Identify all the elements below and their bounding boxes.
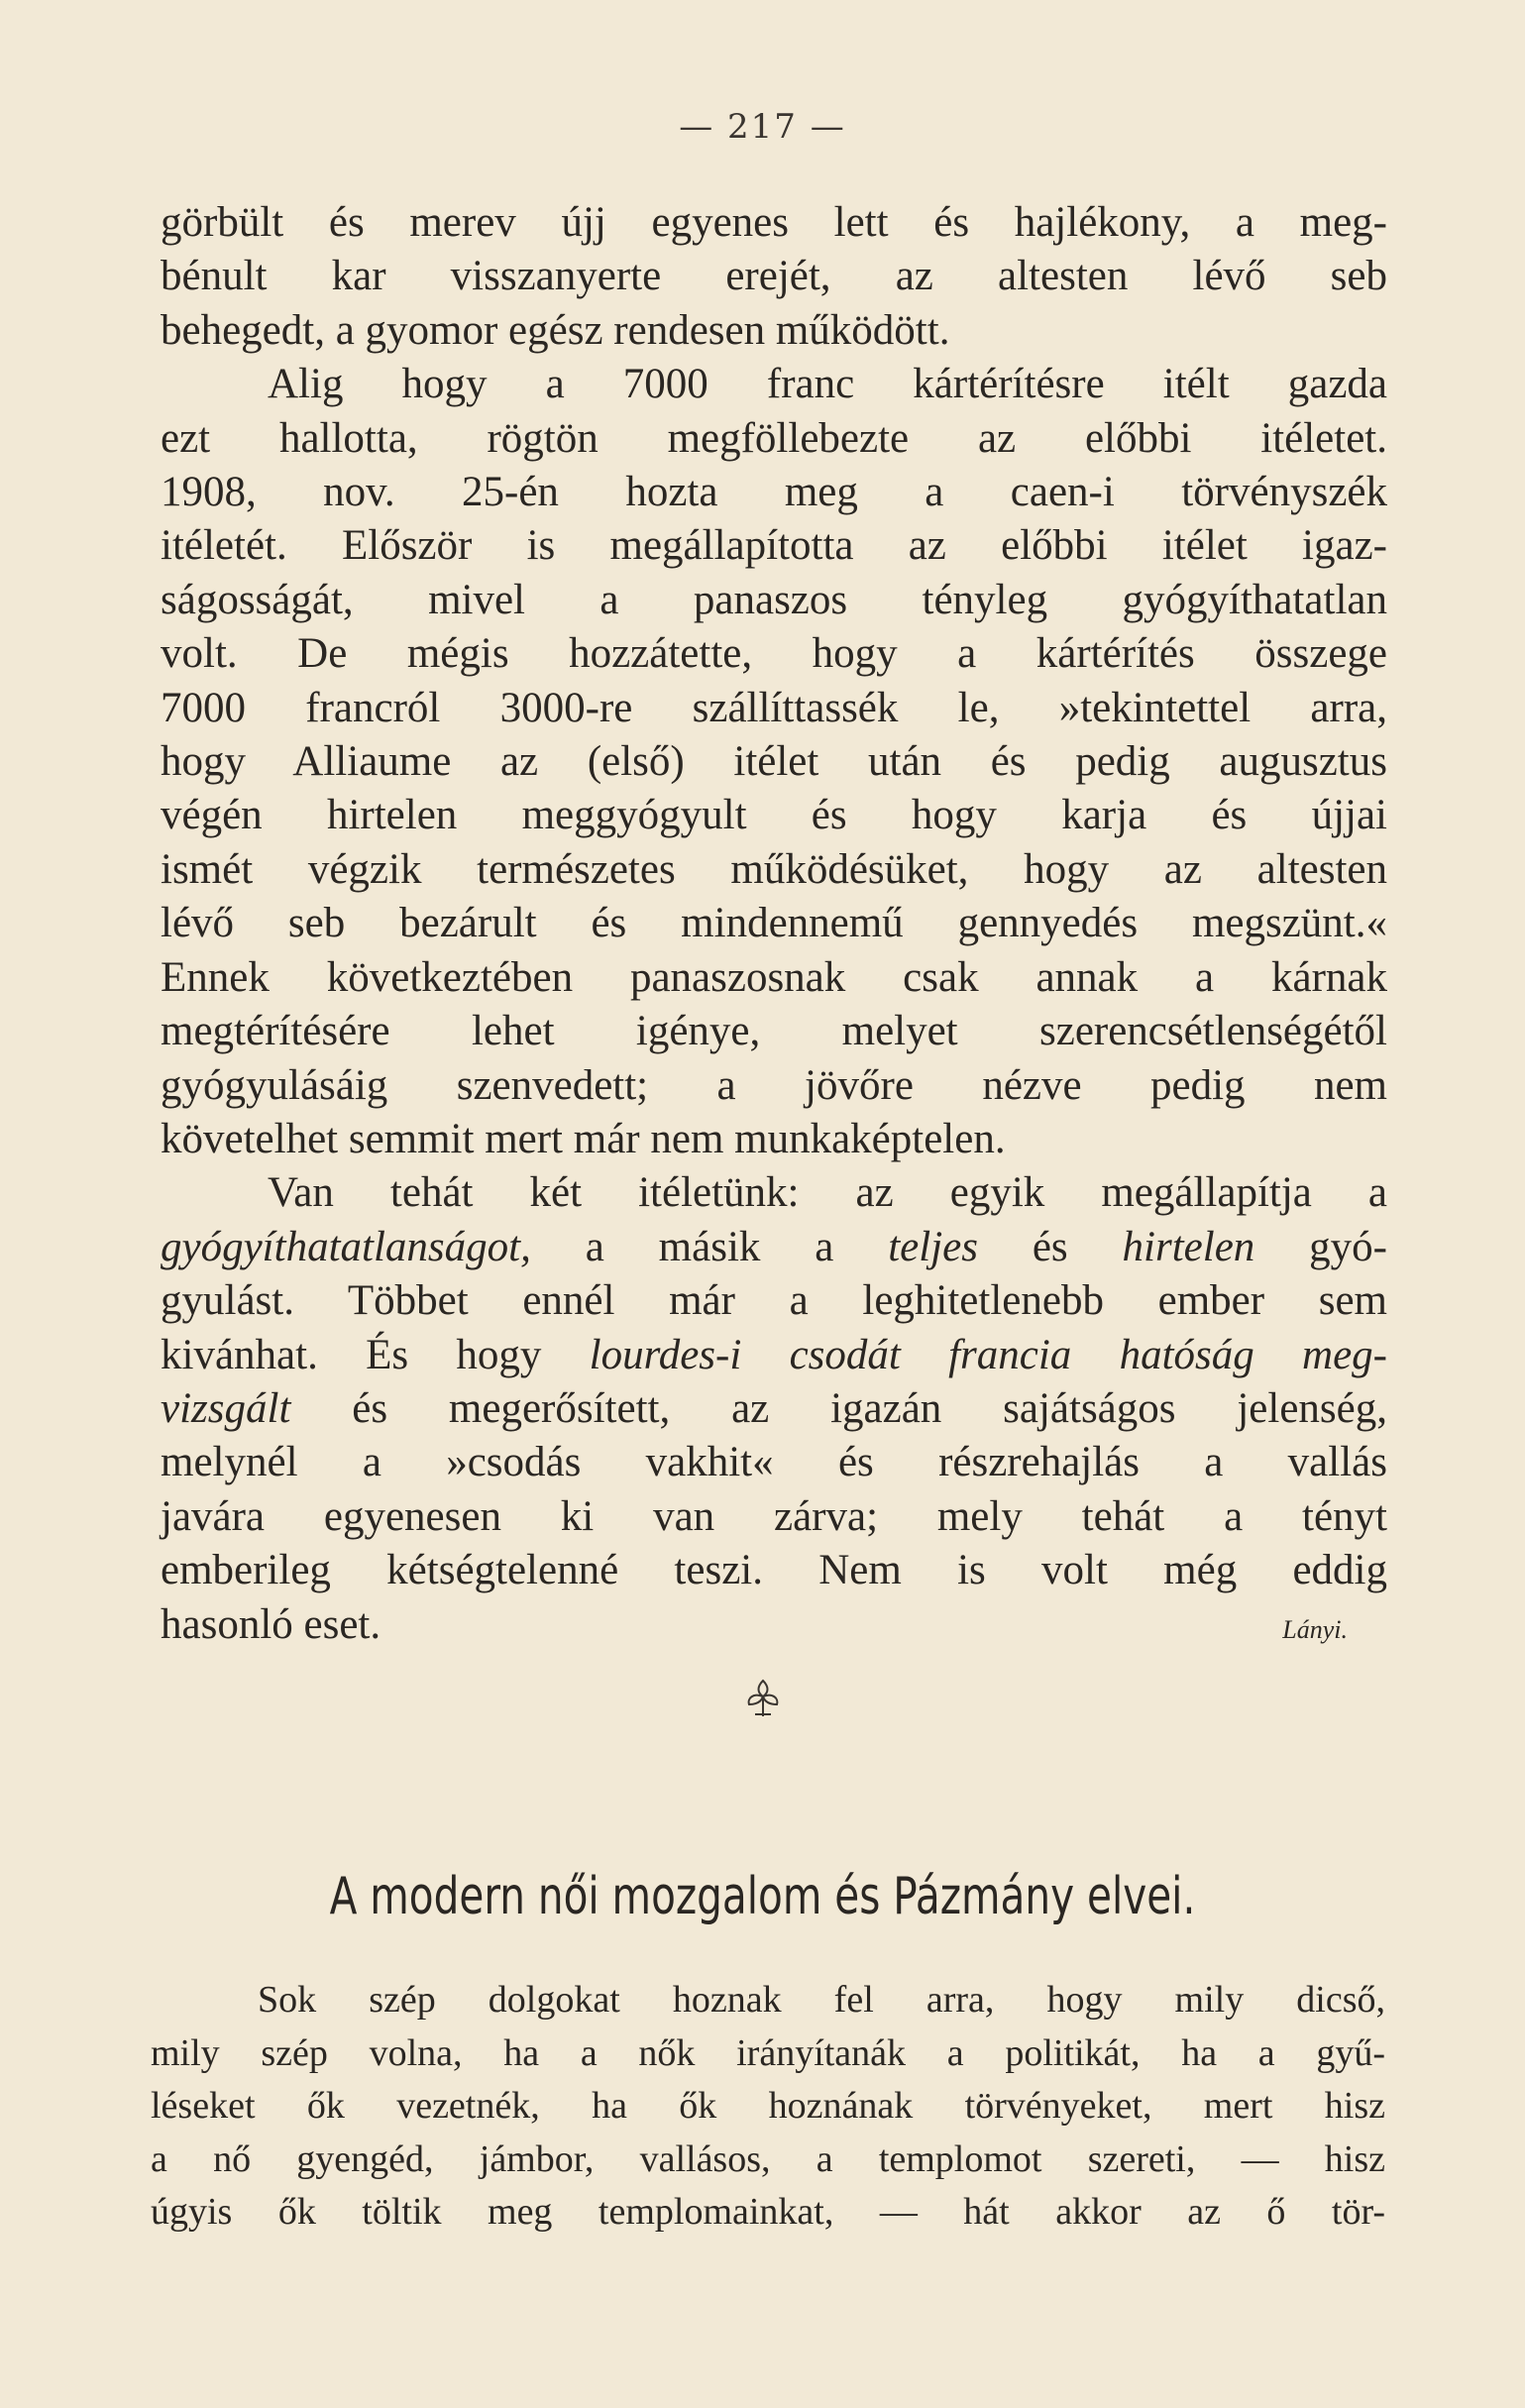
- text-line: behegedt, a gyomor egész rendesen működött.: [161, 306, 950, 354]
- text-line: [161, 1329, 1387, 1382]
- italic-phrase: lourdes-i csodát francia hatóság meg-: [589, 1331, 1387, 1378]
- text-line: megtérítésére lehet igénye, melyet szerencsétlenségétől: [161, 1008, 1387, 1055]
- text-line: mily szép volna, ha a nők irányítanák a politikát, ha a gyű-: [151, 2031, 1385, 2074]
- text-line: hogy Alliaume az (első) itélet után és pedig augusztus: [161, 738, 1387, 786]
- text-line: emberileg kétségtelenné teszi. Nem is volt még eddig: [161, 1547, 1387, 1594]
- page-number: — 217 —: [679, 107, 846, 147]
- text-line: melynél a »csodás vakhit« és részrehajlás a vallás: [161, 1439, 1387, 1486]
- text-line: követelhet semmit mert már nem munkaképtelen.: [161, 1115, 1006, 1162]
- text-fragment: gyó-: [1254, 1223, 1387, 1270]
- text-line: Ennek következtében panaszosnak csak annak a kárnak: [161, 953, 1387, 1001]
- text-line: bénult kar visszanyerte erejét, az altesten lévő seb: [161, 253, 1387, 300]
- text-fragment: a másik a: [530, 1223, 889, 1270]
- article-continuation: [161, 196, 1387, 1657]
- text-line: ságosságát, mivel a panaszos tényleg gyógyíthatatlan: [161, 576, 1387, 623]
- italic-phrase: vizsgált: [161, 1384, 291, 1432]
- text-line: 1908, nov. 25-én hozta meg a caen-i törvényszék: [161, 469, 1387, 516]
- text-line: [161, 1221, 1387, 1274]
- text-line: úgyis ők töltik meg templomainkat, — hát akkor az ő tör-: [151, 2191, 1385, 2233]
- text-line: Sok szép dolgokat hoznak fel arra, hogy mily dicső,: [258, 1979, 1385, 2021]
- text-line: ezt hallotta, rögtön megföllebezte az előbbi itéletet.: [161, 414, 1387, 462]
- italic-phrase: hirtelen: [1122, 1223, 1255, 1270]
- text-line: görbült és merev újj egyenes lett és hajlékony, a meg-: [161, 199, 1387, 246]
- text-line: Alig hogy a 7000 franc kártérítésre itélt gazda: [268, 361, 1387, 408]
- article-body: [151, 1974, 1385, 2240]
- floral-ornament-svg: [739, 1675, 787, 1722]
- text-line: végén hirtelen meggyógyult és hogy karja és újjai: [161, 792, 1387, 839]
- closing-line: [161, 1598, 1387, 1657]
- text-line: a nő gyengéd, jámbor, vallásos, a templomot szereti, — hisz: [151, 2137, 1385, 2180]
- text-line: volt. De mégis hozzátette, hogy a kártérítés összege: [161, 630, 1387, 678]
- italic-phrase: gyógyíthatatlanságot,: [161, 1223, 531, 1270]
- text-line: [161, 1382, 1387, 1436]
- text-line: Van tehát két itéletünk: az egyik megállapítja a: [268, 1169, 1387, 1217]
- text-line: gyógyulásáig szenvedett; a jövőre nézve pedig nem: [161, 1061, 1387, 1109]
- text-line: hasonló eset.: [161, 1600, 381, 1648]
- text-fragment: és: [977, 1223, 1123, 1270]
- text-line: javára egyenesen ki van zárva; mely tehát a tényt: [161, 1492, 1387, 1540]
- text-line: itéletét. Először is megállapította az előbbi itélet igaz-: [161, 522, 1387, 570]
- text-line: lévő seb bezárult és mindennemű gennyedés megszünt.«: [161, 900, 1387, 947]
- section-title: A modern női mozgalom és Pázmány elvei.: [329, 1867, 1196, 1926]
- floral-ornament-icon: [0, 1675, 1525, 1732]
- text-fragment: és megerősített, az igazán sajátságos jelenség,: [290, 1384, 1387, 1432]
- text-line: léseket ők vezetnék, ha ők hoznának törvényeket, mert hisz: [151, 2085, 1385, 2127]
- text-line: ismét végzik természetes működésüket, hogy az altesten: [161, 845, 1387, 893]
- author-signature: Lányi.: [1282, 1614, 1348, 1644]
- italic-phrase: teljes: [888, 1223, 978, 1270]
- text-fragment: kivánhat. És hogy: [161, 1331, 590, 1378]
- text-line: gyulást. Többet ennél már a leghitetlenebb ember sem: [161, 1277, 1387, 1325]
- text-line: 7000 francról 3000-re szállíttassék le, »tekintettel arra,: [161, 684, 1387, 731]
